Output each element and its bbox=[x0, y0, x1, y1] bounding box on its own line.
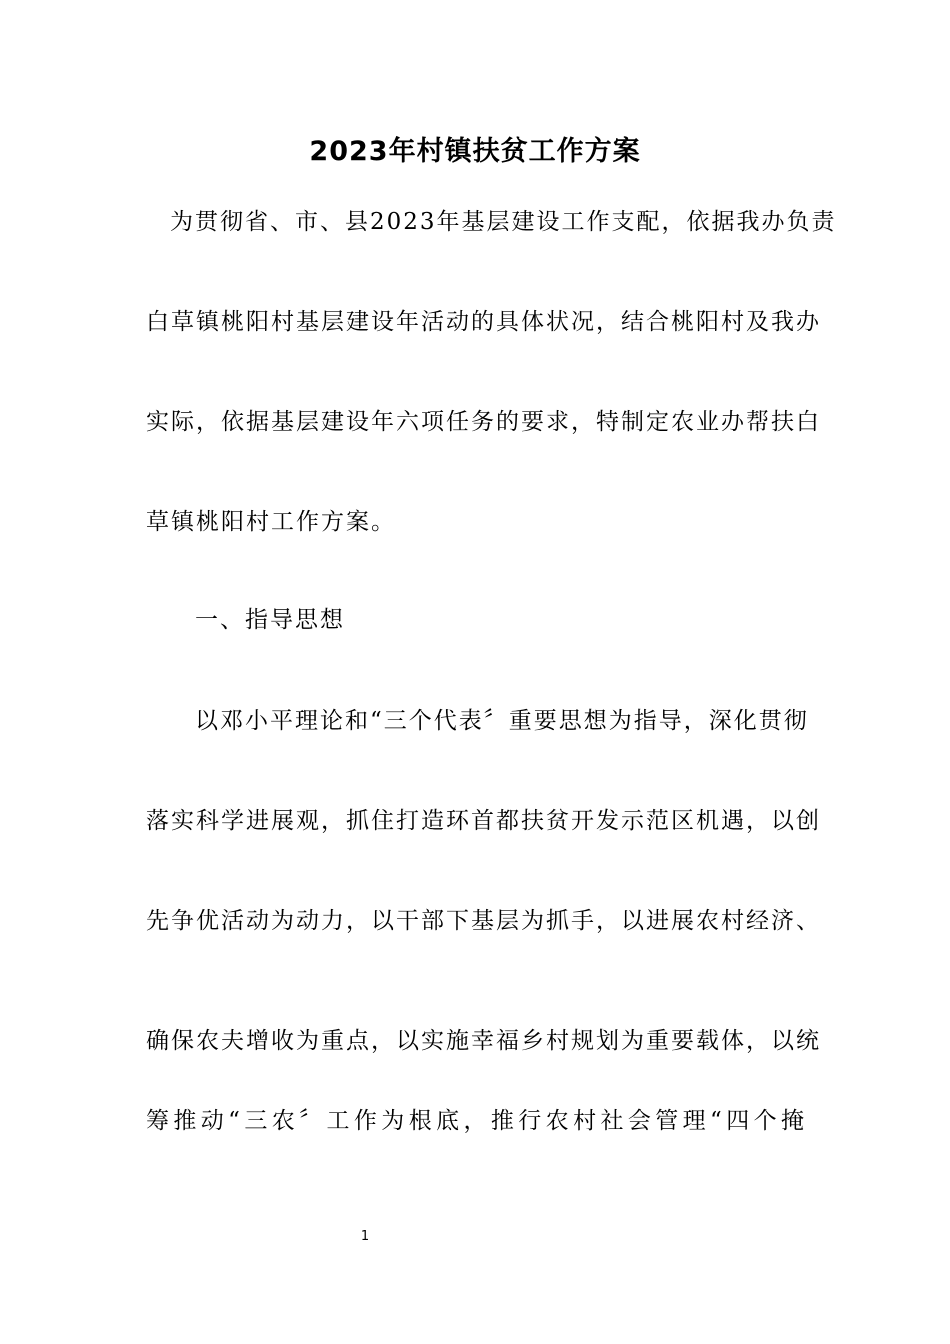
paragraph-line: 草镇桃阳村工作方案。 bbox=[146, 509, 396, 535]
page-number: 1 bbox=[360, 1229, 370, 1244]
paragraph-line: 为贯彻省、市、县2023年基层建设工作支配，依据我办负责 bbox=[170, 209, 837, 235]
document-title: 2023年村镇扶贫工作方案 bbox=[309, 136, 641, 167]
paragraph-line: 白草镇桃阳村基层建设年活动的具体状况，结合桃阳村及我办 bbox=[146, 309, 821, 335]
section-heading: 一、指导思想 bbox=[195, 607, 345, 633]
paragraph-line: 筹推动“三农〞工作为根底，推行农村社会管理“四个掩 bbox=[146, 1108, 806, 1134]
paragraph-line: 落实科学进展观，抓住打造环首都扶贫开发示范区机遇，以创 bbox=[146, 808, 821, 834]
paragraph-line: 先争优活动为动力，以干部下基层为抓手，以进展农村经济、 bbox=[146, 908, 821, 934]
paragraph-line: 实际，依据基层建设年六项任务的要求，特制定农业办帮扶白 bbox=[146, 409, 821, 435]
paragraph-line: 确保农夫增收为重点，以实施幸福乡村规划为重要载体，以统 bbox=[146, 1028, 821, 1054]
paragraph-line: 以邓小平理论和“三个代表〞重要思想为指导，深化贯彻 bbox=[195, 708, 809, 734]
